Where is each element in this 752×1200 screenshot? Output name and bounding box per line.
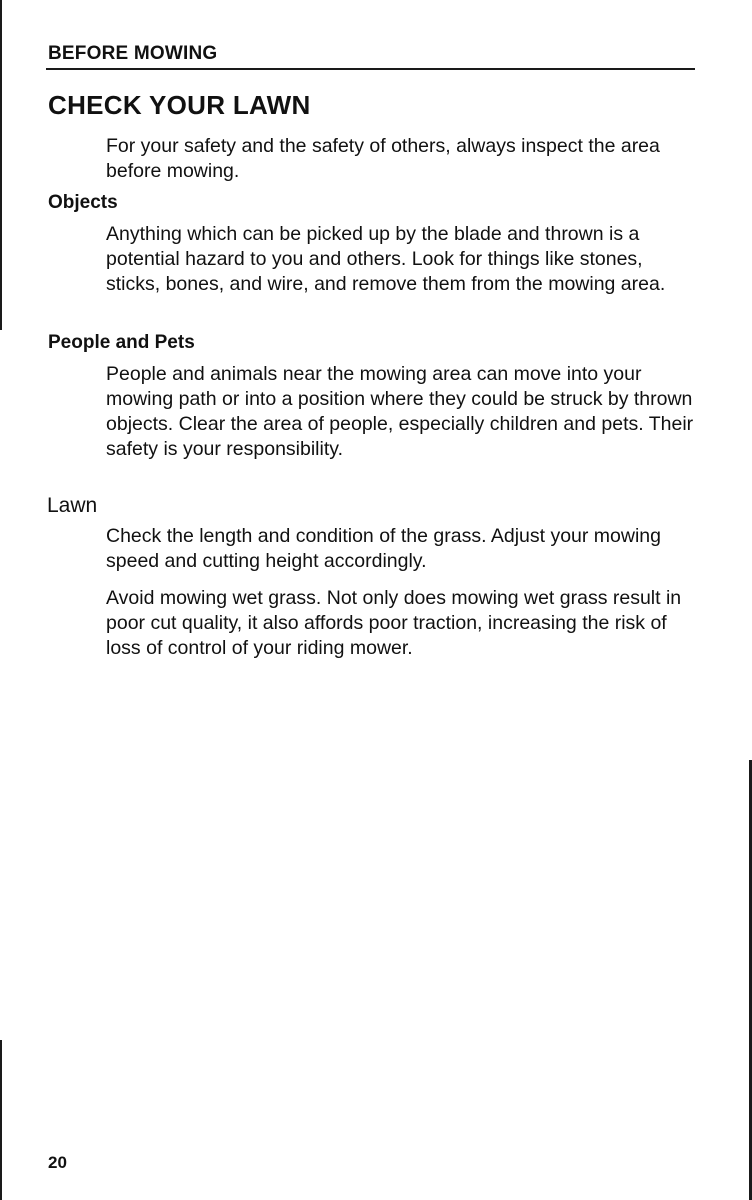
intro-paragraph: For your safety and the safety of others, always inspect the area before mowing. — [106, 135, 660, 182]
lawn-paragraph-1: Check the length and condition of the grass. Adjust your mowing speed and cutting height accordingly. — [106, 525, 661, 572]
objects-paragraph: Anything which can be picked up by the blade and thrown is a potential hazard to you and others. Look for things like stones, sticks, bones, and wire, and remove them from the mowing area. — [106, 223, 666, 295]
lawn-paragraph-2: Avoid mowing wet grass. Not only does mowing wet grass result in poor cut quality, it also affords poor traction, increasing the risk of loss of control of your riding mower. — [106, 587, 682, 659]
page-edge-left-lower — [0, 1040, 2, 1200]
header-rule — [46, 68, 695, 70]
page-number: 20 — [48, 1153, 67, 1172]
lawn-heading: Lawn — [47, 494, 98, 517]
people-pets-heading: People and Pets — [48, 332, 195, 353]
people-pets-paragraph: People and animals near the mowing area can move into your mowing path or into a position where they could be struck by thrown objects. Clear the area of people, especially children and pets. Their safety is your responsibility. — [106, 363, 694, 460]
objects-heading: Objects — [48, 192, 118, 213]
section-header: BEFORE MOWING — [48, 43, 218, 64]
page-title: CHECK YOUR LAWN — [48, 90, 311, 120]
page-edge-left — [0, 0, 2, 330]
